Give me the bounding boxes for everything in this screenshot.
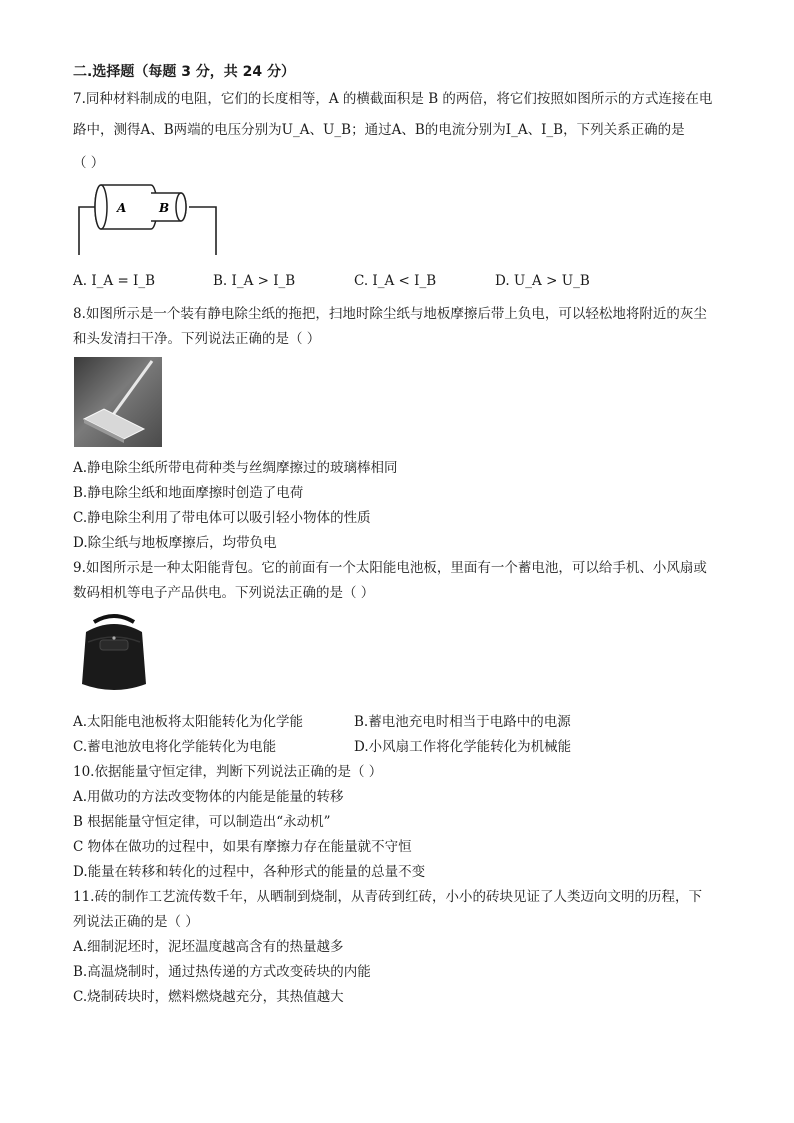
q7-option-d: D. U_A > U_B bbox=[495, 273, 590, 289]
q8-option-b: B.静电除尘纸和地面摩擦时创造了电荷 bbox=[73, 485, 304, 501]
q10-option-a: A.用做功的方法改变物体的内能是能量的转移 bbox=[73, 789, 344, 805]
right-wire bbox=[189, 207, 216, 255]
q8-option-d: D.除尘纸与地板摩擦后，均带负电 bbox=[73, 535, 277, 551]
q8-stem-line1: 8.如图所示是一个装有静电除尘纸的拖把，扫地时除尘纸与地板摩擦后带上负电，可以轻松地将附近的灰尘 bbox=[73, 306, 707, 322]
q10-option-b: B 根据能量守恒定律，可以制造出“永动机” bbox=[73, 814, 331, 830]
q7-option-b: B. I_A > I_B bbox=[213, 273, 296, 289]
q9-option-d: D.小风扇工作将化学能转化为机械能 bbox=[354, 739, 572, 755]
q10-option-c: C 物体在做功的过程中，如果有摩擦力存在能量就不守恒 bbox=[73, 839, 412, 855]
mop-photo bbox=[74, 357, 162, 447]
q9-option-a: A.太阳能电池板将太阳能转化为化学能 bbox=[73, 714, 304, 730]
q11-stem-line1: 11.砖的制作工艺流传数千年，从晒制到烧制，从青砖到红砖，小小的砖块见证了人类迈向文明的历程，下 bbox=[73, 889, 702, 905]
q11-option-a: A.细制泥坯时，泥坯温度越高含有的热量越多 bbox=[73, 939, 344, 955]
q8-stem-line2: 和头发清扫干净。下列说法正确的是（ ） bbox=[73, 331, 321, 347]
section-title: 二.选择题（每题 3 分，共 24 分） bbox=[73, 64, 296, 80]
q8-option-a: A.静电除尘纸所带电荷种类与丝绸摩擦过的玻璃棒相同 bbox=[73, 460, 398, 476]
label-a: A bbox=[117, 201, 127, 215]
q7-option-c: C. I_A < I_B bbox=[354, 273, 437, 289]
q8-option-c: C.静电除尘利用了带电体可以吸引轻小物体的性质 bbox=[73, 510, 371, 526]
q11-option-b: B.高温烧制时，通过热传递的方式改变砖块的内能 bbox=[73, 964, 371, 980]
q7-stem-line2: 路中，测得A、B两端的电压分别为U_A、U_B；通过A、B的电流分别为I_A、I_B，下列关系正确的是 bbox=[73, 122, 685, 138]
label-b: B bbox=[159, 201, 170, 215]
resistor-circuit-figure bbox=[73, 175, 223, 260]
q7-option-a: A. I_A = I_B bbox=[73, 273, 156, 289]
q11-stem-line2: 列说法正确的是（ ） bbox=[73, 914, 199, 930]
q10-stem: 10.依据能量守恒定律，判断下列说法正确的是（ ） bbox=[73, 764, 383, 780]
solar-backpack-photo bbox=[74, 612, 154, 696]
q10-option-d: D.能量在转移和转化的过程中，各种形式的能量的总量不变 bbox=[73, 864, 426, 880]
q9-stem-line2: 数码相机等电子产品供电。下列说法正确的是（ ） bbox=[73, 585, 375, 601]
q9-option-b: B.蓄电池充电时相当于电路中的电源 bbox=[354, 714, 571, 730]
q7-stem-line1: 7.同种材料制成的电阻，它们的长度相等，A 的横截面积是 B 的两倍，将它们按照如图所示的方式连接在电 bbox=[73, 91, 713, 107]
q9-option-c: C.蓄电池放电将化学能转化为电能 bbox=[73, 739, 277, 755]
q7-bracket: （ ） bbox=[73, 155, 105, 171]
q11-option-c: C.烧制砖块时，燃料燃烧越充分，其热值越大 bbox=[73, 989, 344, 1005]
q9-stem-line1: 9.如图所示是一种太阳能背包。它的前面有一个太阳能电池板，里面有一个蓄电池，可以给手机、小风扇或 bbox=[73, 560, 707, 576]
